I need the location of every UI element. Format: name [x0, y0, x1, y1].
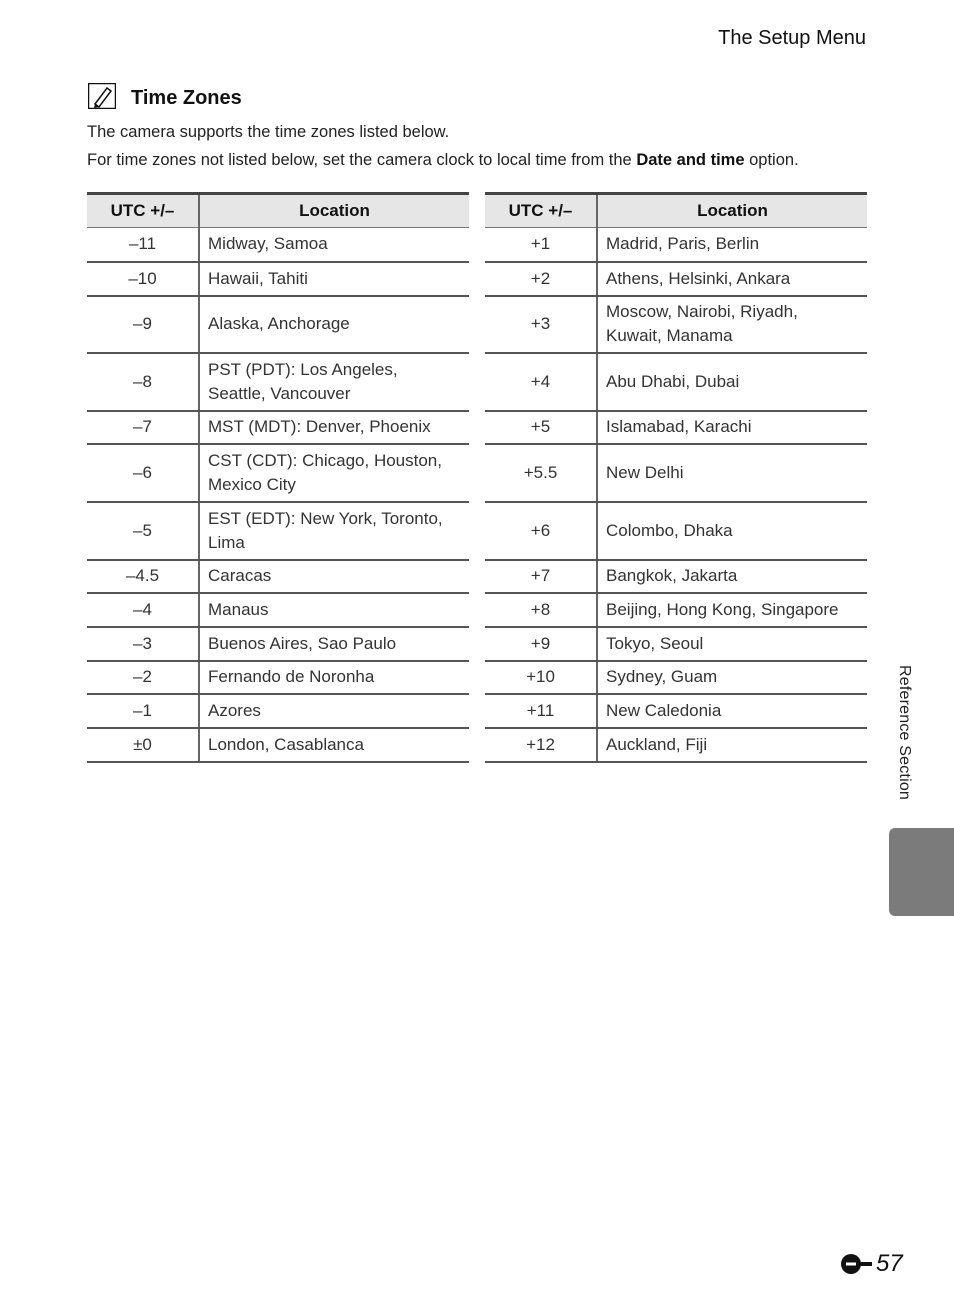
location: Fernando de Noronha: [199, 661, 469, 694]
intro-text-1: The camera supports the time zones listed below.: [87, 123, 450, 141]
utc-offset: –11: [87, 228, 199, 262]
location: CST (CDT): Chicago, Houston, Mexico City: [199, 444, 469, 502]
utc-offset: –5: [87, 502, 199, 560]
intro-text-2: [87, 151, 799, 170]
utc-offset: –8: [87, 353, 199, 411]
intro-text-2-pre: For time zones not listed below, set the camera clock to local time from the: [87, 151, 637, 169]
location: Beijing, Hong Kong, Singapore: [597, 593, 867, 627]
page-number: [840, 1249, 903, 1279]
utc-offset: –3: [87, 627, 199, 661]
utc-offset: +10: [485, 661, 597, 694]
page-number-text: 57: [876, 1250, 903, 1277]
utc-offset: +12: [485, 728, 597, 762]
utc-offset: +9: [485, 627, 597, 661]
utc-offset: –4.5: [87, 560, 199, 593]
utc-offset: –10: [87, 262, 199, 296]
utc-offset: +11: [485, 694, 597, 728]
location: Azores: [199, 694, 469, 728]
location: Hawaii, Tahiti: [199, 262, 469, 296]
date-and-time-option: Date and time: [636, 151, 745, 169]
location: Abu Dhabi, Dubai: [597, 353, 867, 411]
time-zone-table-left: [87, 192, 469, 763]
pencil-note-icon: [88, 83, 116, 109]
utc-offset: ±0: [87, 728, 199, 762]
location: New Delhi: [597, 444, 867, 502]
utc-offset: +6: [485, 502, 597, 560]
utc-offset: –7: [87, 411, 199, 444]
location: Islamabad, Karachi: [597, 411, 867, 444]
e-symbol-icon: [840, 1253, 874, 1275]
location: EST (EDT): New York, Toronto, Lima: [199, 502, 469, 560]
location: Midway, Samoa: [199, 228, 469, 262]
time-zone-table-right: [485, 192, 867, 763]
utc-offset: +5: [485, 411, 597, 444]
utc-offset: –1: [87, 694, 199, 728]
location: Bangkok, Jakarta: [597, 560, 867, 593]
utc-offset: –6: [87, 444, 199, 502]
utc-offset: –2: [87, 661, 199, 694]
utc-offset: +1: [485, 228, 597, 262]
utc-offset: –4: [87, 593, 199, 627]
location: Tokyo, Seoul: [597, 627, 867, 661]
location: Madrid, Paris, Berlin: [597, 228, 867, 262]
utc-offset: –9: [87, 296, 199, 353]
intro-text-2-post: option.: [744, 151, 799, 169]
utc-offset: +4: [485, 353, 597, 411]
utc-offset: +8: [485, 593, 597, 627]
utc-offset: +2: [485, 262, 597, 296]
utc-offset: +5.5: [485, 444, 597, 502]
running-header: The Setup Menu: [718, 27, 866, 49]
location: Caracas: [199, 560, 469, 593]
location: Moscow, Nairobi, Riyadh, Kuwait, Manama: [597, 296, 867, 353]
location: Sydney, Guam: [597, 661, 867, 694]
location: Manaus: [199, 593, 469, 627]
side-section-label: Reference Section: [896, 665, 913, 801]
section-tab: [889, 828, 954, 916]
location: Auckland, Fiji: [597, 728, 867, 762]
utc-offset: +7: [485, 560, 597, 593]
location-column-header: Location: [199, 194, 469, 228]
location-column-header: Location: [597, 194, 867, 228]
location: New Caledonia: [597, 694, 867, 728]
location: MST (MDT): Denver, Phoenix: [199, 411, 469, 444]
location: PST (PDT): Los Angeles, Seattle, Vancouver: [199, 353, 469, 411]
location: Athens, Helsinki, Ankara: [597, 262, 867, 296]
section-title: Time Zones: [131, 87, 242, 109]
location: London, Casablanca: [199, 728, 469, 762]
utc-column-header: UTC +/–: [485, 194, 597, 228]
utc-column-header: UTC +/–: [87, 194, 199, 228]
location: Buenos Aires, Sao Paulo: [199, 627, 469, 661]
utc-offset: +3: [485, 296, 597, 353]
location: Alaska, Anchorage: [199, 296, 469, 353]
location: Colombo, Dhaka: [597, 502, 867, 560]
